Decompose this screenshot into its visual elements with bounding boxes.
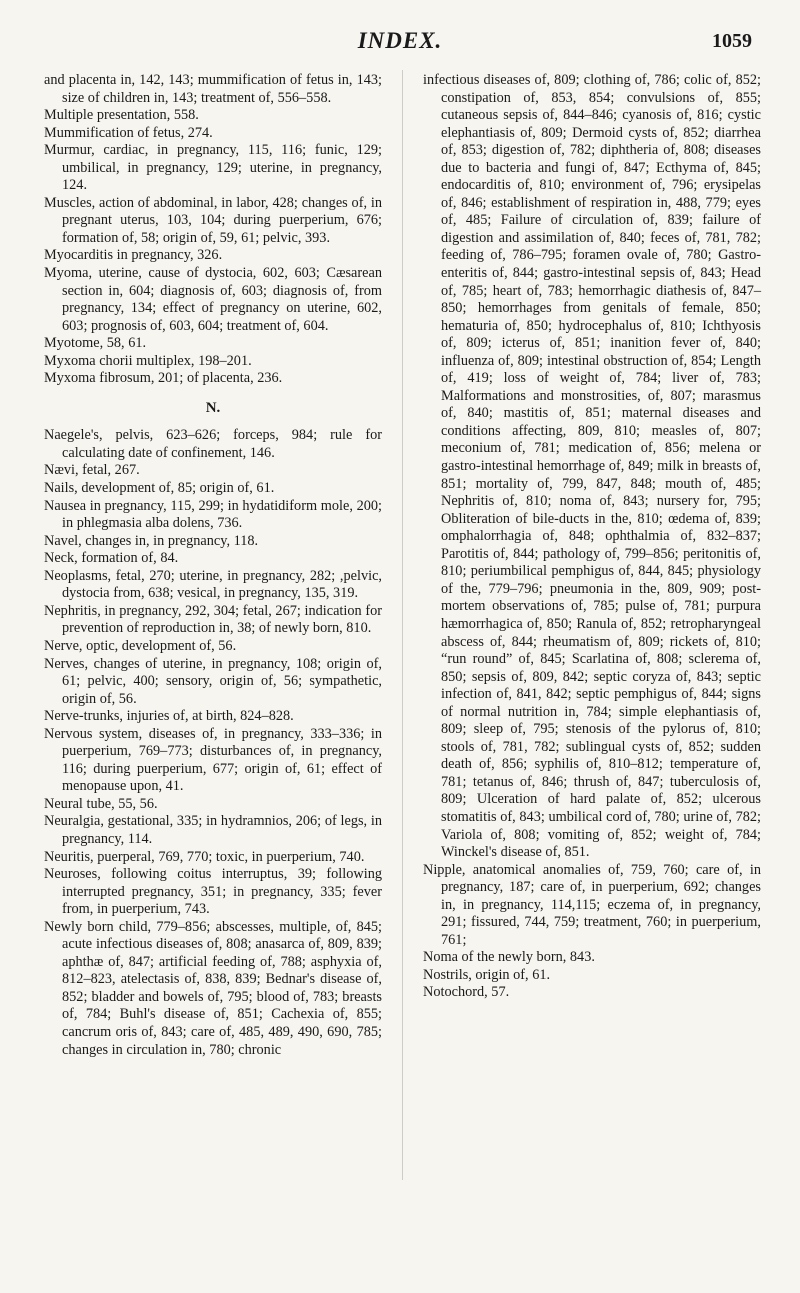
index-entry: Neural tube, 55, 56.	[44, 795, 158, 812]
index-entry: Mummification of fetus, 274.	[44, 124, 213, 141]
index-entry: Myxoma chorii multiplex, 198–201.	[44, 352, 252, 369]
index-entry: Neuritis, puerperal, 769, 770; toxic, in puerperium, 740.	[44, 848, 365, 865]
index-entry: Newly born child, 779–856; abscesses, multiple, of, 845; acute infectious diseases of, 808; anasarca of, 809, 839; aphthæ of, 847; artificial feeding of, 788; asphyxia of, 812–823, atelectasis of, 838, 839; Bednar's disease of, 852; bladder and bowels of, 795; blood of, 783; breasts of, 784; Buhl's disease of, 851; Cachexia of, 855; cancrum oris of, 843; care of, 485, 489, 490, 690, 785; changes in circulation in, 780; chronic	[44, 918, 382, 1058]
index-entry: Nævi, fetal, 267.	[44, 462, 140, 479]
index-entry: Nerve, optic, development of, 56.	[44, 637, 237, 654]
index-entry: Neuroses, following coitus interruptus, 39; following interrupted pregnancy, 351; in pregnancy, 335; fever from, in puerperium, 743.	[44, 866, 382, 918]
index-entry: Nerve-trunks, injuries of, at birth, 824–828.	[44, 708, 294, 725]
index-entry: Nephritis, in pregnancy, 292, 304; fetal, 267; indication for prevention of reproduction in, 38; of newly born, 810.	[44, 602, 382, 637]
index-entry: Murmur, cardiac, in pregnancy, 115, 116; funic, 129; umbilical, in pregnancy, 129; uterine, in pregnancy, 124.	[44, 142, 382, 194]
index-entry: and placenta in, 142, 143; mummification of fetus in, 143; size of children in, 143; treatment of, 556–558.	[44, 72, 382, 106]
index-entry: Myoma, uterine, cause of dystocia, 602, 603; Cæsarean section in, 604; diagnosis of, 603; diagnosis of, from pregnancy, 134; effect of pregnancy on uterine, 602, 603; prognosis of, 603, 604; treatment of, 604.	[44, 265, 382, 334]
index-entry: Multiple presentation, 558.	[44, 107, 199, 124]
page-header	[0, 28, 800, 58]
index-entry: Nipple, anatomical anomalies of, 759, 760; care of, in pregnancy, 187; care of, in puerperium, 692; changes in, in pregnancy, 114,115; eczema of, in pregnancy, 291; fissured, 744, 759; treatment, 760; in puerperium, 761;	[423, 861, 761, 948]
index-entry: Myxoma fibrosum, 201; of placenta, 236.	[44, 370, 283, 387]
index-entry: Myotome, 58, 61.	[44, 335, 147, 352]
index-entry: Navel, changes in, in pregnancy, 118.	[44, 532, 259, 549]
index-entry: infectious diseases of, 809; clothing of, 786; colic of, 852; constipation of, 853, 854; convulsions of, 855; cutaneous sepsis of, 844–846; cyanosis of, 816; cystic elephantiasis of, 809; Dermoid cysts of, 852; diarrhea of, 853; digestion of, 782; diphtheria of, 808; diseases due to bacteria and fungi of, 847; Ecthyma of, 845; endocarditis of, 810; environment of, 796; erysipelas of, 846; establishment of respiration in, 488, 779; eyes of, 485; Failure of circulation of, 839; failure of digestion and assimilation of, 840; feces of, 781, 782; feeding of, 786–795; foramen ovale of, 780; Gastro-enteritis of, 844; gastro-intestinal sepsis of, 843; Head of, 785; heart of, 783; hemorrhagic diathesis of, 847–850; hemorrhages from genitals of female, 850; hematuria of, 850; hydrocephalus of, 810; Ichthyosis of, 809; icterus of, 851; inanition fever of, 840; influenza of, 809; intestinal obstruction of, 854; Length of, 419; loss of weight of, 784; liver of, 783; Malformations and monstrosities, of, 807; marasmus of, 840; mastitis of, 851; maternal diseases and conditions affecting, 809, 810; measles of, 807; meconium of, 781; medication of, 856; melena or gastro-intestinal hemorrhage of, 849; milk in breasts of, 851; mortality of, 799, 847, 848; mouth of, 485; Nephritis of, 810; noma of, 843; nursery for, 795; Obliteration of bile-ducts in the, 810; œdema of, 839; omphalorrhagia of, 848; ophthalmia of, 832–837; Parotitis of, 844; pathology of, 799–856; peritonitis of, 810; periumbilical pemphigus of, 844, 845; physiology of the, 779–796; pneumonia in the, 809, 909; post-mortem observations of, 785; pulse of, 781; purpura hæmorrhagica of, 850; Ranula of, 852; retropharyngeal abscess of, 844; rheumatism of, 809; rickets of, 810; “run round” of, 845; Scarlatina of, 808; sclerema of, 850; sepsis of, 809, 842; septic coryza of, 843; septic infection of, 841, 842; septic pemphigus of, 844; signs of normal nutrition in, 784; simple elephantiasis of, 809; sleep of, 795; stenosis of the pylorus of, 810; stools of, 781, 782; sublingual cysts of, 852; sudden death of, 856; syphilis of, 810–812; temperature of, 781; tetanus of, 846; thrush of, 847; tuberculosis of, 809; Ulceration of hard palate of, 852; ulcerous stomatitis of, 843; umbilical cord of, 780; urine of, 782; Variola of, 808; vomiting of, 852; weight of, 784; Winckel's disease of, 851.	[423, 72, 761, 861]
page-number: 1059	[712, 30, 752, 52]
section-letter-heading: N.	[205, 399, 221, 416]
index-entry: Nerves, changes of uterine, in pregnancy, 108; origin of, 61; pelvic, 400; sensory, origin of, 56; sympathetic, origin of, 56.	[44, 655, 382, 707]
index-entry: Nervous system, diseases of, in pregnancy, 333–336; in puerperium, 769–773; disturbances of, in pregnancy, 116; during puerperium, 677; origin of, 61; effect of menopause upon, 41.	[44, 725, 382, 795]
column-divider	[402, 70, 403, 1180]
index-entry: Neuralgia, gestational, 335; in hydramnios, 206; of legs, in pregnancy, 114.	[44, 813, 382, 847]
index-entry: Nostrils, origin of, 61.	[423, 966, 551, 983]
page-title: INDEX.	[357, 28, 443, 53]
index-column-left	[44, 72, 382, 1059]
index-entry: Naegele's, pelvis, 623–626; forceps, 984; rule for calculating date of confinement, 146.	[44, 427, 382, 461]
index-entry: Muscles, action of abdominal, in labor, 428; changes of, in pregnant uterus, 103, 104; during puerperium, 676; formation of, 58; origin of, 59, 61; pelvic, 393.	[44, 194, 382, 246]
index-entry: Neoplasms, fetal, 270; uterine, in pregnancy, 282; ,pelvic, dystocia from, 638; vesical, in pregnancy, 135, 319.	[44, 567, 382, 602]
index-entry: Nails, development of, 85; origin of, 61.	[44, 480, 275, 497]
index-entry: Notochord, 57.	[423, 984, 510, 1001]
index-column-right	[423, 72, 761, 1002]
index-entry: Noma of the newly born, 843.	[423, 949, 595, 966]
index-entry: Neck, formation of, 84.	[44, 550, 179, 567]
index-entry: Myocarditis in pregnancy, 326.	[44, 247, 223, 264]
index-entry: Nausea in pregnancy, 115, 299; in hydatidiform mole, 200; in phlegmasia alba dolens, 736.	[44, 497, 382, 532]
